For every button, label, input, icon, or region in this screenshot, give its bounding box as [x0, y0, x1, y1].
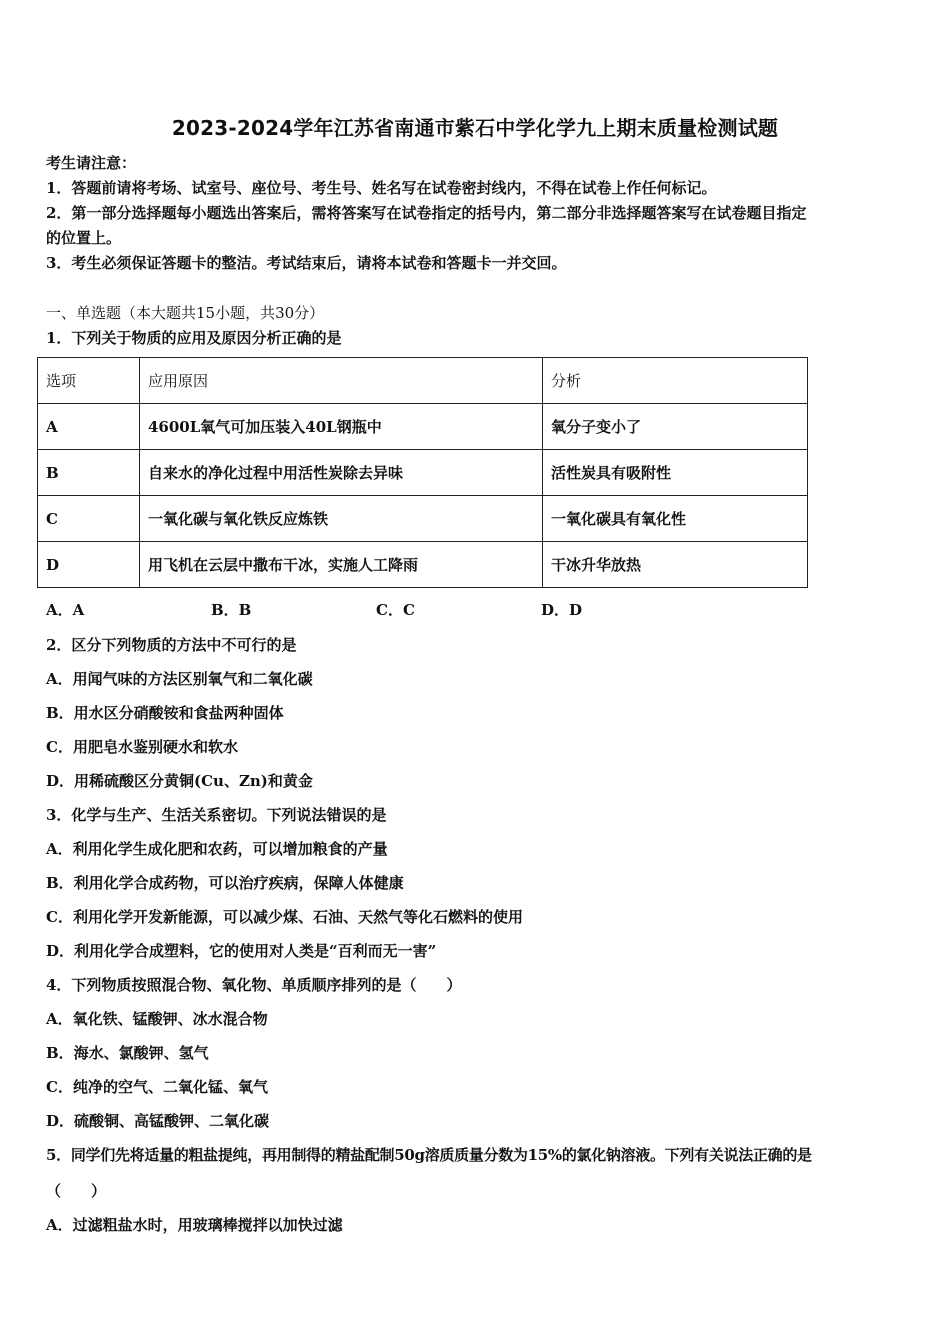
section-heading: 一、单选题（本大题共15小题，共30分）: [46, 304, 325, 322]
table-cell: A: [38, 404, 140, 450]
page-title: 2023-2024学年江苏省南通市紫石中学化学九上期末质量检测试题: [171, 116, 779, 140]
question-4-option-c: C．纯净的空气、二氧化锰、氧气: [46, 1078, 268, 1096]
question-3-option-d: D．利用化学合成塑料，它的使用对人类是“百利而无一害”: [46, 942, 437, 960]
notice-item-2-line-2: 的位置上。: [46, 229, 122, 247]
table-cell: 干冰升华放热: [543, 542, 808, 588]
table-cell: 用飞机在云层中撒布干冰，实施人工降雨: [140, 542, 543, 588]
notice-heading: 考生请注意：: [46, 154, 137, 172]
question-1-option-b: B．B: [211, 601, 252, 619]
notice-item-3: 3．考生必须保证答题卡的整洁。考试结束后，请将本试卷和答题卡一并交回。: [46, 254, 567, 272]
question-3-option-c: C．利用化学开发新能源，可以减少煤、石油、天然气等化石燃料的使用: [46, 908, 523, 926]
question-3-option-b: B．利用化学合成药物，可以治疗疾病，保障人体健康: [46, 874, 404, 892]
question-1-stem: 1．下列关于物质的应用及原因分析正确的是: [46, 329, 342, 347]
table-cell: 活性炭具有吸附性: [543, 450, 808, 496]
table-row: [38, 404, 808, 450]
table-header-cell: 应用原因: [140, 358, 543, 404]
question-2-option-c: C．用肥皂水鉴别硬水和软水: [46, 738, 238, 756]
question-1-option-c: C．C: [376, 601, 415, 619]
notice-item-2-line-1: 2．第一部分选择题每小题选出答案后，需将答案写在试卷指定的括号内，第二部分非选择题答案写在试卷题目指定: [46, 204, 807, 222]
table-cell: 一氧化碳与氧化铁反应炼铁: [140, 496, 543, 542]
question-4-stem: 4．下列物质按照混合物、氧化物、单质顺序排列的是（ ）: [46, 976, 462, 994]
table-cell: 氧分子变小了: [543, 404, 808, 450]
question-5-option-a: A．过滤粗盐水时，用玻璃棒搅拌以加快过滤: [46, 1216, 343, 1234]
table-row: [38, 542, 808, 588]
question-5-stem: 5．同学们先将适量的粗盐提纯，再用制得的精盐配制50g溶质质量分数为15%的氯化钠溶液。下列有关说法正确的是: [46, 1146, 812, 1164]
table-cell: D: [38, 542, 140, 588]
table-cell: C: [38, 496, 140, 542]
table-header-row: [38, 358, 808, 404]
question-3-option-a: A．利用化学生成化肥和农药，可以增加粮食的产量: [46, 840, 388, 858]
table-header-cell: 选项: [38, 358, 140, 404]
question-2-stem: 2．区分下列物质的方法中不可行的是: [46, 636, 297, 654]
question-1-table: [37, 357, 808, 588]
table-row: [38, 496, 808, 542]
question-5-blank: （ ）: [46, 1182, 107, 1200]
question-1-option-a: A．A: [46, 601, 85, 619]
table-cell: 自来水的净化过程中用活性炭除去异味: [140, 450, 543, 496]
table-header-cell: 分析: [543, 358, 808, 404]
question-3-stem: 3．化学与生产、生活关系密切。下列说法错误的是: [46, 806, 387, 824]
question-4-option-a: A．氧化铁、锰酸钾、冰水混合物: [46, 1010, 268, 1028]
question-2-option-d: D．用稀硫酸区分黄铜(Cu、Zn)和黄金: [46, 772, 313, 790]
question-4-option-b: B．海水、氯酸钾、氢气: [46, 1044, 209, 1062]
question-2-option-a: A．用闻气味的方法区别氧气和二氧化碳: [46, 670, 313, 688]
table-cell: 一氧化碳具有氧化性: [543, 496, 808, 542]
question-4-option-d: D．硫酸铜、高锰酸钾、二氧化碳: [46, 1112, 270, 1130]
table-cell: 4600L氧气可加压装入40L钢瓶中: [140, 404, 543, 450]
table-row: [38, 450, 808, 496]
question-1-option-d: D．D: [541, 601, 583, 619]
question-2-option-b: B．用水区分硝酸铵和食盐两种固体: [46, 704, 284, 722]
table-cell: B: [38, 450, 140, 496]
notice-item-1: 1．答题前请将考场、试室号、座位号、考生号、姓名写在试卷密封线内，不得在试卷上作任何标记。: [46, 179, 717, 197]
